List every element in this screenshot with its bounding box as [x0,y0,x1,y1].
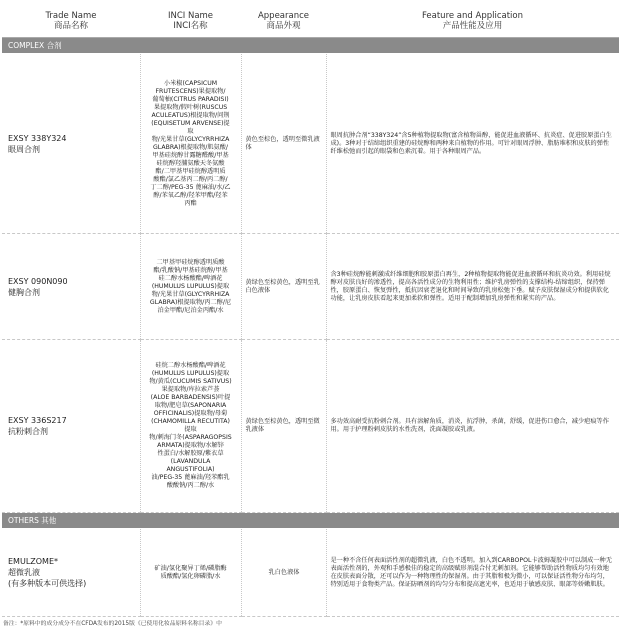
inci-line: 丙酯 [184,199,197,207]
inci-line: 性蛋白/水解胶原/紫衣草 [157,450,224,457]
header-feature-cn: 产品性能及应用 [442,21,503,31]
inci-line: 丁二醇/PEG-35 蓖麻油/水/乙 [150,183,231,191]
trade-name-cell [2,340,140,513]
table-row [2,54,619,234]
inci-line: 果提取物/库拉索芦荟 [161,386,220,393]
inci-line: (EQUISETUM ARVENSE)提取 [151,119,230,135]
appearance-cell: 乳白色液体 [241,529,326,617]
section-label-others: OTHERS 其他 [2,513,619,529]
feature-cell: 眼周抗肿合剂“338Y324”含5种植物提取物(富含植物甾醇，能促进血液循环、抗炎症、促进胶原蛋白生成)。3种对于结缔组织重建的硅烷醇和两种来自植物的作用。可针对眼周浮肿、脂肪堆积和皮肤的弹性纤维松弛而引起的眼袋和色素沉着。用于各种眼周产品。 [326,54,619,234]
appearance-cell: 黄绿色至棕黄色，透明至乳白色液体 [241,234,326,340]
header-appearance-en: Appearance [257,11,310,21]
trade-name-en: EMULZOME* [8,557,59,566]
inci-line: (LAVANDULA ANGUSTIFOLIA) [166,458,215,473]
table-row [2,234,619,340]
inci-line: ACULEATUS)根提取物/问荆 [151,111,230,119]
feature-cell: 含3种硅烷醇能刺激成纤维细胞和胶原蛋白再生，2种植物提取物能促进血液循环和抗炎功效。利用硅烷醇对皮肤良好的渗透性，提高各活性成分的生物利用性；维护乳房弹性的支撑结构-结缔组织，保持弹性，胶原蛋白、恢复弹性，抵抗因衰老退化和时间导致的乳房松弛下垂。赋予皮肤保湿成分和提供软化功能，让乳房皮肤看起来更加柔软和弹性。适用于配制增加乳房弹性和紧实的产品。 [326,234,619,340]
inci-line: 酸酸钠/丙二醇/水 [166,482,215,489]
section-row-complex [2,38,619,54]
inci-line: GLABRA)根提取物/肌氨酸/ [152,143,229,151]
product-table [2,5,619,617]
inci-line: 硅二醇水杨酸酯/啤酒花 [158,274,223,282]
trade-name-en: EXSY 336S217 [8,416,67,425]
inci-cell [140,340,241,513]
table-header-row [2,5,619,38]
trade-name-cn: 超微乳液 [8,568,40,577]
inci-cell [140,54,241,234]
inci-line: 硅烷二醇水杨酸酯/啤酒花 [155,362,226,369]
header-inci-name-cn: INCI名称 [173,21,208,31]
header-feature [326,5,619,38]
inci-line: (CHAMOMILLA RECUTITA)提取 [151,418,230,433]
trade-name-note: (有多种版本可供选择) [8,579,87,588]
header-appearance [241,5,326,38]
inci-line: GLABRA)根提取物/丙二醇/尼 [149,298,232,306]
inci-line: (HUMULUS LUPULUS)提取 [151,370,230,377]
feature-cell: 是一种不含任何表面活性剂的超微乳液，白色不透明。加入到CARBOPOL卡波姆凝胶中可以制成一种无表面活性剂的，外观和手感极佳的稳定的高级赋形剂混合付无刺加剂。它能够帮助活性物质均匀有效地在皮肤表面分散，还可以作为一种物理性的保湿剂。由于其脂和极为微小，可以保证活性物分布均匀，特别适用于食物类产品。保证防晒剂的均匀分布和提高遮光率，也适用于敏感皮肤、眼部等娇嫩肌肤。 [326,529,619,617]
inci-line: 醇/苯氧乙醇/羟苯甲酯/羟苯 [153,191,228,199]
feature-cell: 多功效高耐受抗粉刺合剂。具有溶解角质，消炎，抗浮肿，杀菌，舒缓，促进伤口愈合，减少疤痕等作用。用于护理粉刺皮肤的水性洗剂，洗面凝胶或乳液。 [326,340,619,513]
inci-cell [140,529,241,617]
section-row-others [2,513,619,529]
inci-line: 葡萄柚(CITRUS PARADISI) [152,95,229,103]
header-appearance-cn: 商品外观 [266,21,301,31]
header-inci-name-en: INCI Name [167,11,214,21]
inci-line: 油/PEG-35 蓖麻油/羟苯酯乳 [151,474,230,481]
header-trade-name-cn: 商品名称 [53,21,88,31]
trade-name-cell [2,54,140,234]
header-feature-en: Feature and Application [421,11,523,21]
inci-line: 物/光果甘草(GLYCYRRHIZA [151,290,230,298]
inci-line: 质酸酯/氢化卵磷脂/水 [160,572,221,580]
inci-line: 甲基硅烷醇甘露糖醛酸/甲基 [152,151,229,159]
inci-line: ARMATA)提取物/水解锌 [157,442,224,449]
inci-line: 果提取物/假叶树(RUSCUS [153,103,228,111]
trade-name-cn: 眼周合剂 [8,144,40,154]
inci-line: 物/刺海门冬(ASPARAGOPSIS [149,434,232,441]
inci-line: 取物/肥皂草(SAPONARIA [154,402,227,409]
trade-name-en: EXSY 090N090 [8,276,68,286]
trade-name-cell [2,234,140,340]
table-row [2,529,619,617]
table-row [2,340,619,513]
inci-line: 酯/乳酸钠/甲基硅烷醇/甲基 [153,266,228,274]
section-label-complex: COMPLEX 合剂 [2,38,619,54]
trade-name-en: EXSY 338Y324 [8,133,67,143]
inci-line: OFFICINALIS)提取物/母菊 [153,410,228,417]
inci-line: 矿油/氢化聚异丁烯/磷脂酶 [154,564,227,572]
inci-line: 硅烷醇羟脯氨酸天冬氨酸 [156,159,225,167]
inci-cell [140,234,241,340]
trade-name-cell [2,529,140,617]
footnote: 备注：*原料中的成分成分不在CFDA发布的2015版《已使用化妆品原料名称目录》中 [3,621,222,627]
inci-line: 物/黄瓜(CUCUMIS SATIVUS) [149,378,232,385]
inci-line: (HUMULUS LUPULUS)提取 [151,282,230,290]
inci-line: 小米椒(CAPSICUM [163,79,218,87]
header-trade-name-en: Trade Name [45,11,97,21]
inci-line: 泊金甲酯/尼泊金丙酯/水 [157,306,224,314]
inci-line: 酯/二甲基甲硅烷醇透明质 [155,167,226,175]
header-trade-name [2,5,140,38]
trade-name-cn: 抗粉刺合剂 [8,427,48,436]
inci-line: (ALOE BARBADENSIS)叶提 [150,394,231,401]
inci-line: 二甲基甲硅烷醇透明质酸 [156,258,225,266]
appearance-cell: 黄绿色至棕黄色，透明至微乳液体 [241,340,326,513]
trade-name-cn: 健胸合剂 [8,287,40,297]
header-inci-name [140,5,241,38]
inci-line: 酸酯/氯乙基丙二醇/丙二醇/ [153,175,228,183]
inci-line: FRUTESCENS)果提取物/ [155,87,226,95]
appearance-cell: 黄色至棕色，透明至微乳液体 [241,54,326,234]
inci-line: 物/光果甘草(GLYCYRRHIZA [151,135,230,143]
